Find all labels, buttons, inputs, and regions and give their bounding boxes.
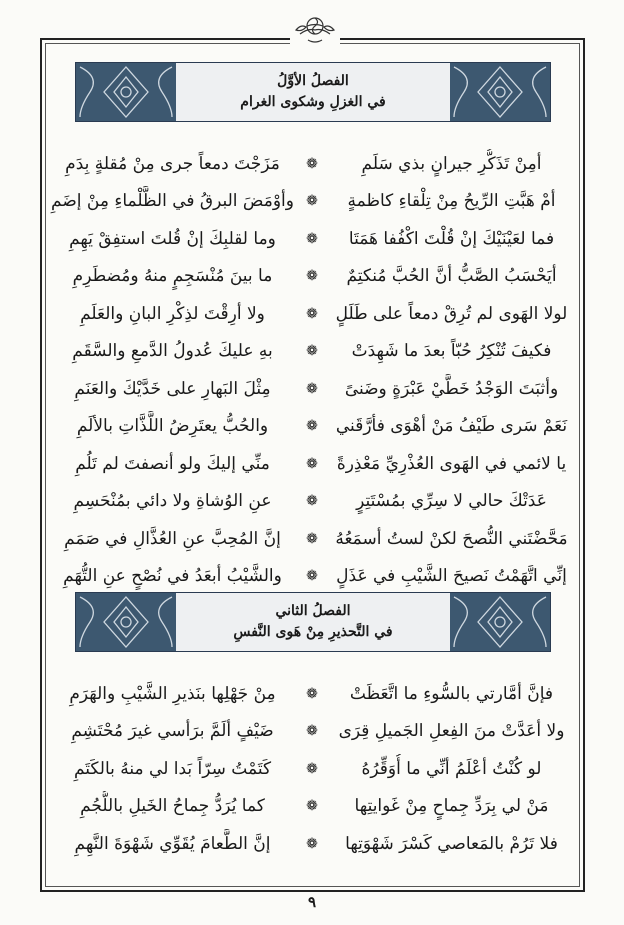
verse-first-hemistich: فكيفَ تُنْكِرُ حُبّاً بعدَ ما شَهِدَتْ: [351, 341, 552, 362]
verse-first-hemistich: لولا الهَوى لم تُرِقْ دمعاً على طَلَلٍ: [335, 303, 568, 324]
verse: [50, 445, 574, 483]
verse-second-hemistich: منِّي إليكَ ولو أنصفتَ لم تَلُمِ: [75, 453, 270, 474]
verse-first-hemistich: أمِنْ تَذَكُّرِ جيرانٍ بذي سَلَمِ: [361, 153, 542, 174]
verse-separator-icon: ❁: [306, 155, 318, 172]
verse-second-hemistich: عنِ الوُشاةِ ولا دائي بمُنْحَسِمِ: [73, 491, 272, 512]
verse-separator-icon: ❁: [306, 685, 318, 702]
verse-separator-icon: ❁: [306, 418, 318, 435]
verse-first-hemistich: فما لعَيْنَيْكَ إنْ قُلْتَ اكْفُفا هَمَتَا: [348, 228, 555, 249]
verse-second-hemistich: كما يُرَدُّ جِماحُ الخَيلِ باللُّجُمِ: [80, 796, 265, 817]
verse-first-hemistich: يا لائمي في الهَوى العُذْرِيِّ مَعْذِرةً: [336, 453, 567, 474]
verse-separator-icon: ❁: [306, 760, 318, 777]
verse-second-hemistich: كَتَمْتُ سِرّاً بَدا لي منهُ بالكَتَمِ: [73, 758, 272, 779]
verse: [50, 520, 574, 558]
arabesque-tile-icon: [450, 63, 550, 121]
verse-separator-icon: ❁: [306, 835, 318, 852]
verse-first-hemistich: إنِّي اتَّهَمْتُ نَصيحَ الشَّيْبِ في عَذَلٍ: [336, 566, 567, 587]
verse: [50, 558, 574, 596]
verse-second-hemistich: مِثْلَ البَهارِ على خَدَّيْكَ والعَنَمِ: [74, 378, 271, 399]
verse-separator-icon: ❁: [306, 305, 318, 322]
verse-separator-icon: ❁: [306, 798, 318, 815]
verse-second-hemistich: وما لقلبِكَ إنْ قُلتَ استفِقْ يَهِمِ: [69, 228, 276, 249]
chapter-header: [75, 62, 551, 122]
verse-list: [50, 675, 574, 863]
verse-separator-icon: ❁: [306, 493, 318, 510]
verse-second-hemistich: بهِ عليكَ عُدولُ الدَّمعِ والسَّقَمِ: [72, 341, 273, 362]
verse-second-hemistich: مِنْ جَهْلِها بنَذيرِ الشَّيْبِ والهَرَمِ: [69, 683, 276, 704]
verse: [50, 145, 574, 183]
verse-second-hemistich: مَزَجْتَ دمعاً جرى مِنْ مُقلةٍ بِدَمِ: [65, 153, 280, 174]
verse-first-hemistich: فلا تَرُمْ بالمَعاصي كَسْرَ شَهْوَتِها: [345, 833, 558, 854]
verse-first-hemistich: مَنْ لي بِرَدِّ جِماحٍ مِنْ غَوايتِها: [354, 796, 549, 817]
verse-first-hemistich: وأثبَتَ الوَجْدُ خَطَّيْ عَبْرَةٍ وضَنىً: [344, 378, 559, 399]
verse-first-hemistich: أمْ هَبَّتِ الرِّيحُ مِنْ تِلْقاءِ كاظمةٍ: [347, 191, 556, 212]
verse-first-hemistich: فإنَّ أمَّارتي بالسُّوءِ ما اتَّعَظَتْ: [349, 683, 554, 704]
chapter-subtitle: في التَّحذيرِ مِنْ هَوى النَّفسِ: [233, 624, 393, 640]
verse-separator-icon: ❁: [306, 230, 318, 247]
rose-ornament-icon: [290, 10, 340, 50]
verse: [50, 713, 574, 751]
verse-first-hemistich: عَدَتْكَ حالي لا سِرِّي بمُسْتَتِرٍ: [356, 491, 547, 512]
verse-first-hemistich: مَحَّضْتَني النُّصحَ لكنْ لستُ أسمَعُهُ: [335, 528, 568, 549]
verse: [50, 788, 574, 826]
verse-separator-icon: ❁: [306, 530, 318, 547]
chapter-title: الفصلُ الأوَّلُ: [277, 73, 349, 89]
verse-second-hemistich: ولا أرِقْتَ لذِكْرِ البانِ والعَلَمِ: [80, 303, 265, 324]
verse-separator-icon: ❁: [306, 268, 318, 285]
verse-second-hemistich: والحُبُّ يعتَرِضُ اللَّذَّاتِ بالألَمِ: [76, 416, 269, 437]
verse-first-hemistich: نَعَمْ سَرى طَيْفُ مَنْ أهْوَى فأرَّقَني: [335, 416, 568, 437]
verse: [50, 408, 574, 446]
verse: [50, 333, 574, 371]
verse: [50, 483, 574, 521]
verse-separator-icon: ❁: [306, 380, 318, 397]
verse-second-hemistich: وأوْمَضَ البرقُ في الظَّلْماءِ مِنْ إضَمِ: [51, 191, 294, 212]
verse-second-hemistich: ما بينَ مُنْسَجِمٍ منهُ ومُضطَرِمِ: [72, 266, 273, 287]
verse: [50, 183, 574, 221]
chapter-title: الفصلُ الثاني: [275, 603, 351, 619]
verse-first-hemistich: أيَحْسَبُ الصَّبُّ أنَّ الحُبَّ مُنكتِمٌ: [346, 266, 557, 287]
page-number: ٩: [307, 893, 317, 911]
verse: [50, 220, 574, 258]
verse-second-hemistich: والشَّيْبُ أبعَدُ في نُصْحٍ عنِ التُّهَمِ: [63, 566, 282, 587]
chapter-header: [75, 592, 551, 652]
verse-first-hemistich: ولا أعَدَّتْ منَ الفِعلِ الجَميلِ قِرَى: [338, 721, 565, 742]
verse-separator-icon: ❁: [306, 193, 318, 210]
verse-second-hemistich: إنَّ الطَّعامَ يُقَوِّي شَهْوَةَ النَّهِمِ: [74, 833, 271, 854]
verse: [50, 675, 574, 713]
verse-separator-icon: ❁: [306, 723, 318, 740]
verse: [50, 258, 574, 296]
verse: [50, 295, 574, 333]
arabesque-tile-icon: [76, 593, 176, 651]
verse-separator-icon: ❁: [306, 343, 318, 360]
arabesque-tile-icon: [450, 593, 550, 651]
arabesque-tile-icon: [76, 63, 176, 121]
verse-separator-icon: ❁: [306, 568, 318, 585]
verse: [50, 750, 574, 788]
verse-second-hemistich: ضَيْفٍ ألَمَّ برَأسي غيرَ مُحْتَشِمِ: [71, 721, 274, 742]
verse-first-hemistich: لو كُنْتُ أعْلَمُ أنِّي ما أُوَقِّرُهُ: [361, 758, 542, 779]
verse-second-hemistich: إنَّ المُحِبَّ عنِ العُذَّالِ في صَمَمِ: [64, 528, 281, 549]
verse-separator-icon: ❁: [306, 455, 318, 472]
chapter-subtitle: في الغزلِ وشكوى الغرام: [240, 94, 386, 110]
verse-list: [50, 145, 574, 595]
verse: [50, 370, 574, 408]
verse: [50, 825, 574, 863]
